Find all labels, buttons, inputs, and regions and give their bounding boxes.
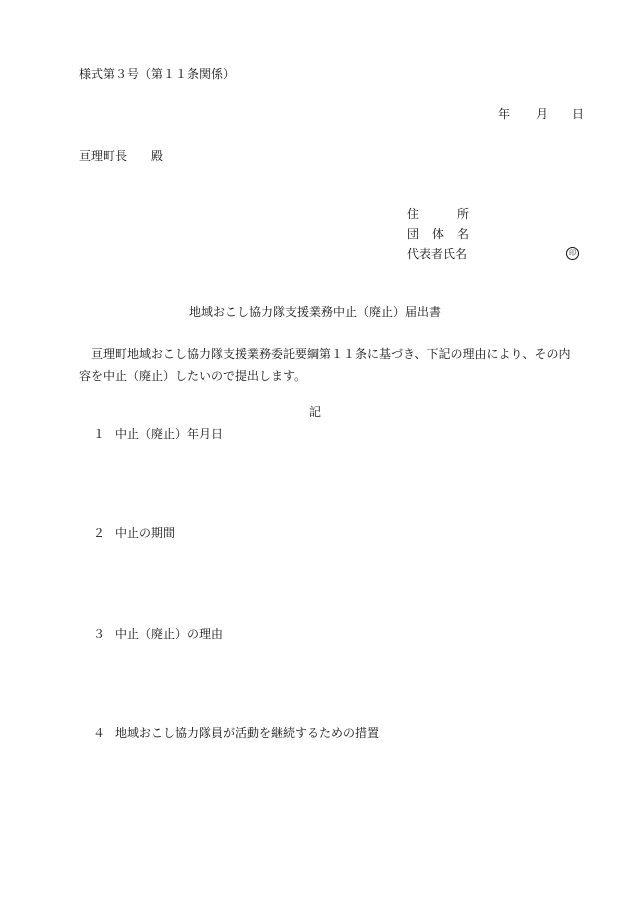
date-year-label: 年: [498, 107, 511, 121]
form-number: 様式第３号（第１１条関係）: [79, 67, 236, 81]
item-number: １: [93, 427, 106, 441]
date-month-label: 月: [536, 107, 549, 121]
item-label: 中止の期間: [115, 526, 176, 540]
item-number: ２: [93, 526, 106, 540]
item-label: 中止（廃止）年月日: [115, 427, 224, 441]
item-number: ４: [93, 726, 106, 740]
body-line-2: 容を中止（廃止）したいので提出します。: [79, 369, 307, 383]
addressee-name: 亘理町長: [79, 149, 128, 163]
document-title: 地域おこし協力隊支援業務中止（廃止）届出書: [188, 305, 441, 319]
applicant-block: 住 所 団 体 名 代表者氏名 印: [407, 207, 587, 267]
body-text: [79, 343, 579, 387]
ki-heading: 記: [308, 405, 321, 419]
seal-icon: 印: [566, 247, 579, 260]
date-day-label: 日: [572, 107, 585, 121]
representative-label: 代表者氏名: [407, 247, 468, 261]
body-line-1: 亘理町地域おこし協力隊支援業務委託要綱第１１条に基づき、下記の理由により、その内: [91, 347, 571, 361]
addressee-honorific: 殿: [151, 149, 164, 163]
item-label: 地域おこし協力隊員が活動を継続するための措置: [115, 726, 380, 740]
item-number: ３: [93, 627, 106, 641]
item-label: 中止（廃止）の理由: [115, 627, 224, 641]
